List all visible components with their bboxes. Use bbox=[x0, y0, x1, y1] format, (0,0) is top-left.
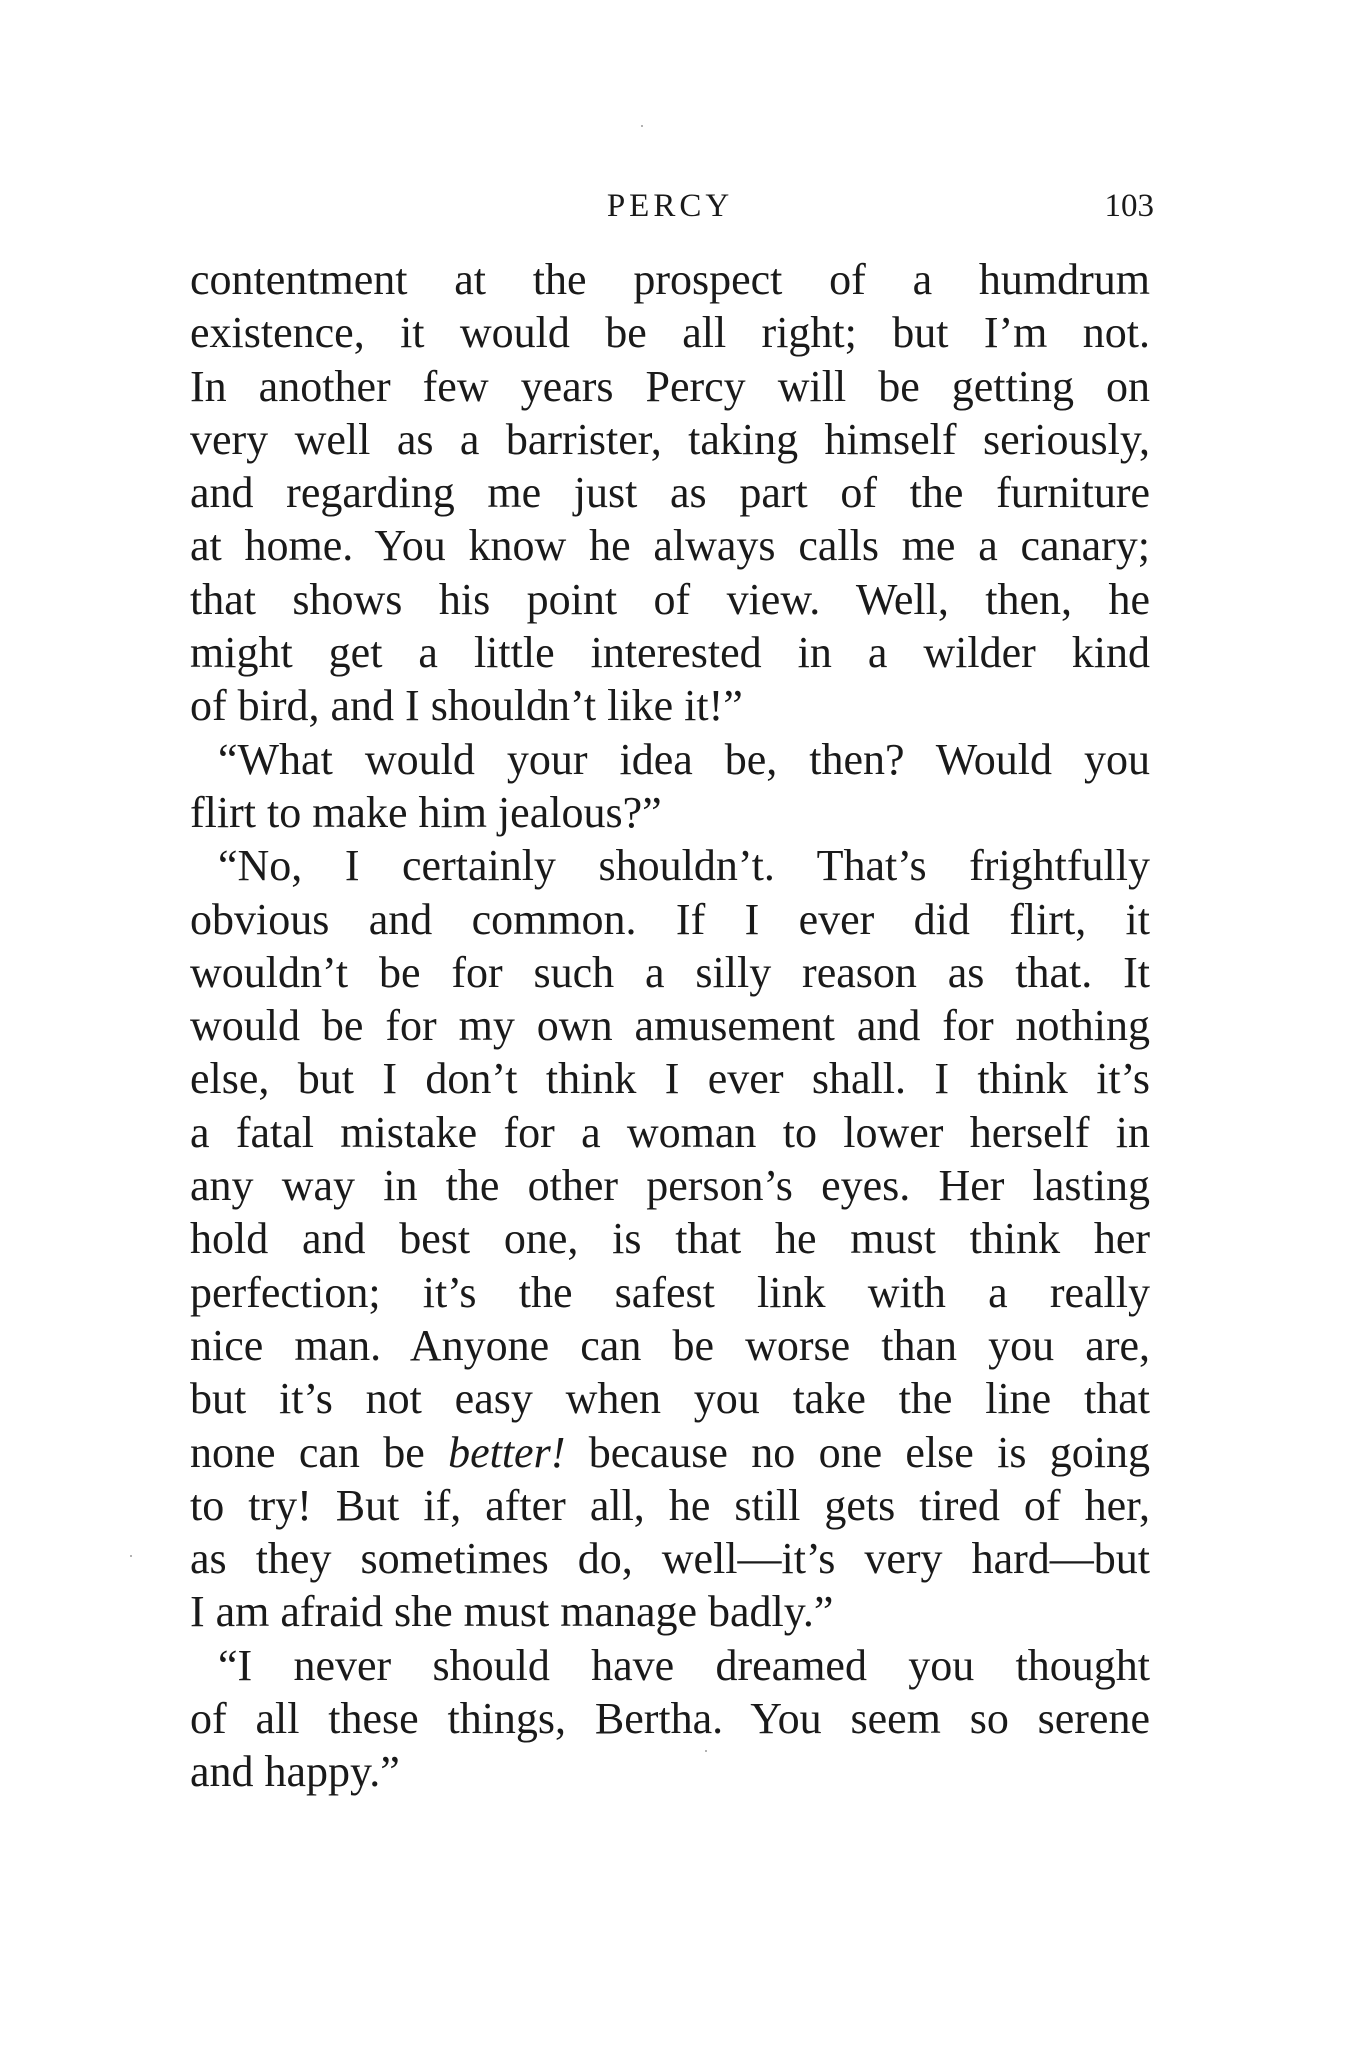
text-line: In another few years Percy will be getting on bbox=[190, 361, 1150, 411]
text-line: of bird, and I shouldn’t like it!” bbox=[190, 681, 743, 731]
text-line: but it’s not easy when you take the line that bbox=[190, 1374, 1150, 1424]
text-line: flirt to make him jealous?” bbox=[190, 787, 662, 837]
text-line: nice man. Anyone can be worse than you are, bbox=[190, 1320, 1150, 1370]
text-segment: none can be bbox=[190, 1427, 425, 1477]
running-head bbox=[186, 188, 1154, 238]
text-line: at home. You know he always calls me a canary; bbox=[190, 521, 1150, 571]
text-line: and happy.” bbox=[190, 1747, 400, 1797]
paper-speck bbox=[705, 1750, 707, 1752]
running-title: PERCY bbox=[606, 188, 734, 224]
text-line: “No, I certainly shouldn’t. That’s frightfully bbox=[218, 841, 1150, 891]
emphasized-text: better! bbox=[448, 1427, 566, 1477]
text-line: would be for my own amusement and for nothing bbox=[190, 1001, 1150, 1051]
text-line: perfection; it’s the safest link with a really bbox=[190, 1267, 1150, 1317]
text-line: wouldn’t be for such a silly reason as that. It bbox=[190, 947, 1150, 997]
paper-speck bbox=[130, 1555, 132, 1557]
text-line: a fatal mistake for a woman to lower herself in bbox=[190, 1107, 1150, 1157]
text-line: obvious and common. If I ever did flirt, it bbox=[190, 894, 1150, 944]
text-line: any way in the other person’s eyes. Her lasting bbox=[190, 1161, 1150, 1211]
text-line: of all these things, Bertha. You seem so serene bbox=[190, 1694, 1150, 1744]
text-line: hold and best one, is that he must think her bbox=[190, 1214, 1150, 1264]
text-line: I am afraid she must manage badly.” bbox=[190, 1587, 834, 1637]
text-line: as they sometimes do, well—it’s very hard—but bbox=[190, 1534, 1150, 1584]
text-line bbox=[190, 1426, 1150, 1479]
text-line: “I never should have dreamed you thought bbox=[218, 1640, 1150, 1690]
text-segment: because no one else is going bbox=[588, 1427, 1150, 1477]
text-line: might get a little interested in a wilder kind bbox=[190, 628, 1150, 678]
text-line: to try! But if, after all, he still gets tired of her, bbox=[190, 1480, 1150, 1530]
text-line: contentment at the prospect of a humdrum bbox=[190, 255, 1150, 304]
text-line: that shows his point of view. Well, then, he bbox=[190, 574, 1150, 624]
text-line: “What would your idea be, then? Would you bbox=[218, 734, 1150, 784]
text-line: and regarding me just as part of the furniture bbox=[190, 468, 1150, 518]
text-line: very well as a barrister, taking himself seriously, bbox=[190, 414, 1150, 464]
text-line: existence, it would be all right; but I’m not. bbox=[190, 308, 1150, 358]
text-line: else, but I don’t think I ever shall. I think it’s bbox=[190, 1054, 1150, 1104]
body-text bbox=[190, 253, 1150, 1799]
page-number: 103 bbox=[1104, 188, 1154, 224]
paper-speck bbox=[641, 125, 643, 127]
